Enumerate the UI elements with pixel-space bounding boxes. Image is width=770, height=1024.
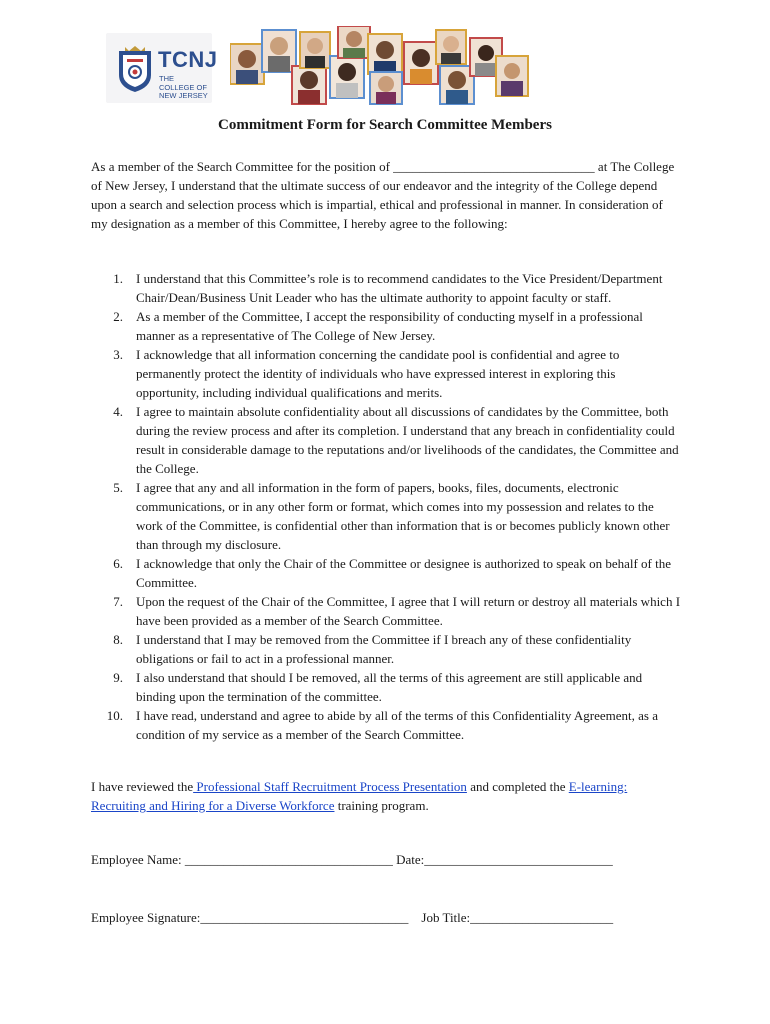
college-seal-icon	[115, 45, 155, 93]
item-text: I agree to maintain absolute confidentiality about all discussions of candidates by the Committee, both during the review process and after its completion. I understand that any breach in confidentiality could result in considerable damage to the reputations and/or livelihoods of the candidates, the Committee and the College.	[136, 404, 679, 476]
list-item	[91, 668, 681, 706]
item-text: I also understand that should I be removed, all the terms of this agreement are still applicable and binding upon the termination of the committee.	[136, 670, 643, 704]
photo-tile	[230, 44, 264, 84]
employee-signature-field[interactable]: Employee Signature:________________________________	[91, 910, 409, 925]
date-field[interactable]: Date:_____________________________	[392, 852, 613, 867]
item-number: 6.	[113, 556, 123, 571]
logo-title: TCNJ	[158, 47, 218, 72]
photo-tile	[368, 34, 402, 74]
photo-tile	[436, 30, 466, 64]
photo-tile	[404, 42, 438, 84]
logo-subtitle: THE COLLEGE OF NEW JERSEY	[159, 74, 208, 100]
list-item	[91, 402, 681, 478]
item-text: I acknowledge that all information concerning the candidate pool is confidential and agree to permanently protect the identity of individuals who have expressed interest in exploring this opportunity, including individual qualifications and merits.	[136, 347, 620, 400]
name-date-line	[91, 852, 613, 868]
item-number: 9.	[113, 670, 123, 685]
item-number: 1.	[113, 271, 123, 286]
review-suffix: training program.	[334, 798, 429, 813]
terms-list	[91, 269, 681, 744]
item-text: I agree that any and all information in the form of papers, books, files, documents, electronic communications, or in any other form or format, which comes into my possession and relates to the work of the Committee, is confidential other than information that is or becomes publicly known other than through my disclosure.	[136, 480, 670, 552]
item-number: 2.	[113, 309, 123, 324]
presentation-link[interactable]: Professional Staff Recruitment Process Presentation	[193, 779, 467, 794]
item-text: I understand that this Committee’s role is to recommend candidates to the Vice President/Department Chair/Dean/Business Unit Leader who has the ultimate authority to appoint faculty or staff.	[136, 271, 663, 305]
photo-tile	[496, 56, 528, 96]
item-number: 10.	[106, 708, 123, 723]
signature-title-line	[91, 910, 613, 926]
list-item	[91, 592, 681, 630]
photo-tile	[300, 32, 330, 68]
item-number: 7.	[113, 594, 123, 609]
photo-tile	[292, 66, 326, 104]
photo-tile	[440, 66, 474, 104]
list-item	[91, 554, 681, 592]
tcnj-logo	[106, 33, 218, 103]
employee-name-field[interactable]: Employee Name: ________________________________	[91, 852, 393, 867]
list-item	[91, 478, 681, 554]
item-text: Upon the request of the Chair of the Committee, I agree that I will return or destroy all materials which I have been provided as a member of the Search Committee.	[136, 594, 681, 628]
job-title-field[interactable]: Job Title:______________________	[408, 910, 614, 925]
list-item	[91, 630, 681, 668]
form-title: Commitment Form for Search Committee Members	[218, 117, 552, 133]
photo-tile	[262, 30, 296, 72]
list-item	[91, 269, 681, 307]
people-photo-collage	[230, 26, 530, 106]
elearning-link[interactable]: E-learning: Recruiting and Hiring for a Diverse Workforce	[91, 779, 628, 813]
item-text: I have read, understand and agree to abide by all of the terms of this Confidentiality Agreement, as a condition of my service as a member of the Search Committee.	[136, 708, 658, 742]
photo-tile	[338, 26, 370, 58]
list-item	[91, 307, 681, 345]
item-number: 8.	[113, 632, 123, 647]
intro-paragraph: As a member of the Search Committee for the position of _______________________________ at The College of New Jersey, I understand that the ultimate success of our endeavor and the integrity of the College depend upon a search and selection process which is impartial, ethical and professional in manner. In consideration of my designation as a member of this Committee, I hereby agree to the following:	[91, 159, 675, 231]
item-number: 3.	[113, 347, 123, 362]
review-statement	[91, 777, 681, 815]
list-item	[91, 345, 681, 402]
item-text: I understand that I may be removed from the Committee if I breach any of these confidentiality obligations or fail to act in a professional manner.	[136, 632, 632, 666]
item-number: 5.	[113, 480, 123, 495]
photo-tile	[370, 72, 402, 104]
photo-tile	[330, 56, 364, 98]
item-text: As a member of the Committee, I accept the responsibility of conducting myself in a professional manner as a representative of The College of New Jersey.	[136, 309, 643, 343]
item-text: I acknowledge that only the Chair of the Committee or designee is authorized to speak on behalf of the Committee.	[136, 556, 672, 590]
review-middle: and completed the	[466, 779, 569, 794]
list-item	[91, 706, 681, 744]
item-number: 4.	[113, 404, 123, 419]
review-prefix: I have reviewed the	[91, 779, 194, 794]
